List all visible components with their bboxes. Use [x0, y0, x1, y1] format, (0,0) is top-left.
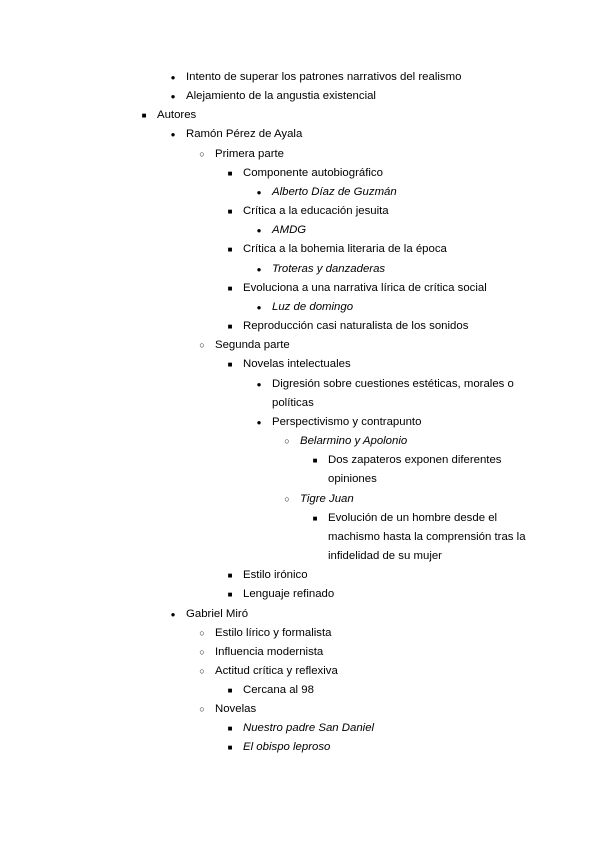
list-item-text: Novelas	[215, 703, 257, 715]
bullet-marker: ○	[199, 149, 205, 159]
list-item-text: Segunda parte	[215, 339, 290, 351]
bullet-marker: ■	[227, 207, 233, 216]
list-item-text: Reproducción casi naturalista de los sonidos	[243, 320, 469, 332]
list-item-text: Estilo lírico y formalista	[215, 627, 332, 639]
list-item-text: Componente autobiográfico	[243, 167, 383, 179]
bullet-marker: ■	[227, 724, 233, 733]
list-item-text: Belarmino y Apolonio	[300, 435, 408, 447]
bullet-marker: ●	[170, 130, 176, 139]
list-item-text: Estilo irónico	[243, 569, 308, 581]
list-item-text: Alberto Díaz de Guzmán	[272, 186, 397, 198]
list-item-text: Dos zapateros exponen diferentes	[328, 454, 502, 466]
bullet-marker: ■	[227, 590, 233, 599]
list-item-text: Intento de superar los patrones narrativos del realismo	[186, 71, 462, 83]
list-item-text: Influencia modernista	[215, 646, 324, 658]
bullet-marker: ○	[199, 647, 205, 657]
bullet-marker: ■	[312, 514, 318, 523]
bullet-marker: ■	[141, 111, 147, 120]
bullet-marker: ■	[227, 169, 233, 178]
list-item-text: Crítica a la educación jesuita	[243, 205, 389, 217]
list-item-text: Primera parte	[215, 148, 285, 160]
bullet-marker: ○	[199, 704, 205, 714]
bullet-marker: ●	[256, 380, 262, 389]
list-item-text: Novelas intelectuales	[243, 358, 351, 370]
list-item-text: Perspectivismo y contrapunto	[272, 416, 422, 428]
bullet-marker: ■	[227, 322, 233, 331]
list-item-text: machismo hasta la comprensión tras la	[328, 531, 526, 543]
list-item-text: Nuestro padre San Daniel	[243, 722, 375, 734]
bullet-marker: ○	[199, 340, 205, 350]
bullet-marker: ○	[284, 494, 290, 504]
list-item-text: infidelidad de su mujer	[328, 550, 442, 562]
list-item-text: Troteras y danzaderas	[272, 263, 386, 275]
list-item-text: AMDG	[272, 224, 307, 236]
bullet-marker: ■	[227, 571, 233, 580]
list-item-text: Lenguaje refinado	[243, 588, 335, 600]
list-item-text: Digresión sobre cuestiones estéticas, morales o	[272, 378, 514, 390]
bullet-marker: ●	[256, 303, 262, 312]
bullet-marker: ●	[256, 418, 262, 427]
bullet-marker: ○	[199, 628, 205, 638]
bullet-marker: ●	[256, 188, 262, 197]
bullet-marker: ■	[227, 245, 233, 254]
bullet-marker: ●	[256, 265, 262, 274]
list-item-text: Crítica a la bohemia literaria de la época	[243, 243, 447, 255]
list-item-text: Evolución de un hombre desde el	[328, 512, 498, 524]
list-item-text: Ramón Pérez de Ayala	[186, 128, 303, 140]
list-item-text: Autores	[157, 109, 197, 121]
list-item-text: El obispo leproso	[243, 741, 331, 753]
list-item-text: Tigre Juan	[300, 493, 354, 505]
list-item-text: Cercana al 98	[243, 684, 314, 696]
bullet-marker: ●	[170, 92, 176, 101]
list-item-text: Gabriel Miró	[186, 608, 249, 620]
bullet-marker: ■	[227, 360, 233, 369]
list-item-text: Alejamiento de la angustia existencial	[186, 90, 376, 102]
list-item-text: opiniones	[328, 473, 377, 485]
bullet-marker: ●	[256, 226, 262, 235]
list-item-text: Luz de domingo	[272, 301, 354, 313]
bullet-marker: ■	[227, 743, 233, 752]
bullet-marker: ●	[170, 610, 176, 619]
bullet-marker: ○	[199, 666, 205, 676]
list-item-text: políticas	[272, 397, 314, 409]
list-item-text: Actitud crítica y reflexiva	[215, 665, 338, 677]
bullet-marker: ●	[170, 73, 176, 82]
list-item-text: Evoluciona a una narrativa lírica de crítica social	[243, 282, 487, 294]
bullet-marker: ■	[227, 284, 233, 293]
bullet-marker: ■	[227, 686, 233, 695]
bullet-marker: ○	[284, 436, 290, 446]
bullet-marker: ■	[312, 456, 318, 465]
